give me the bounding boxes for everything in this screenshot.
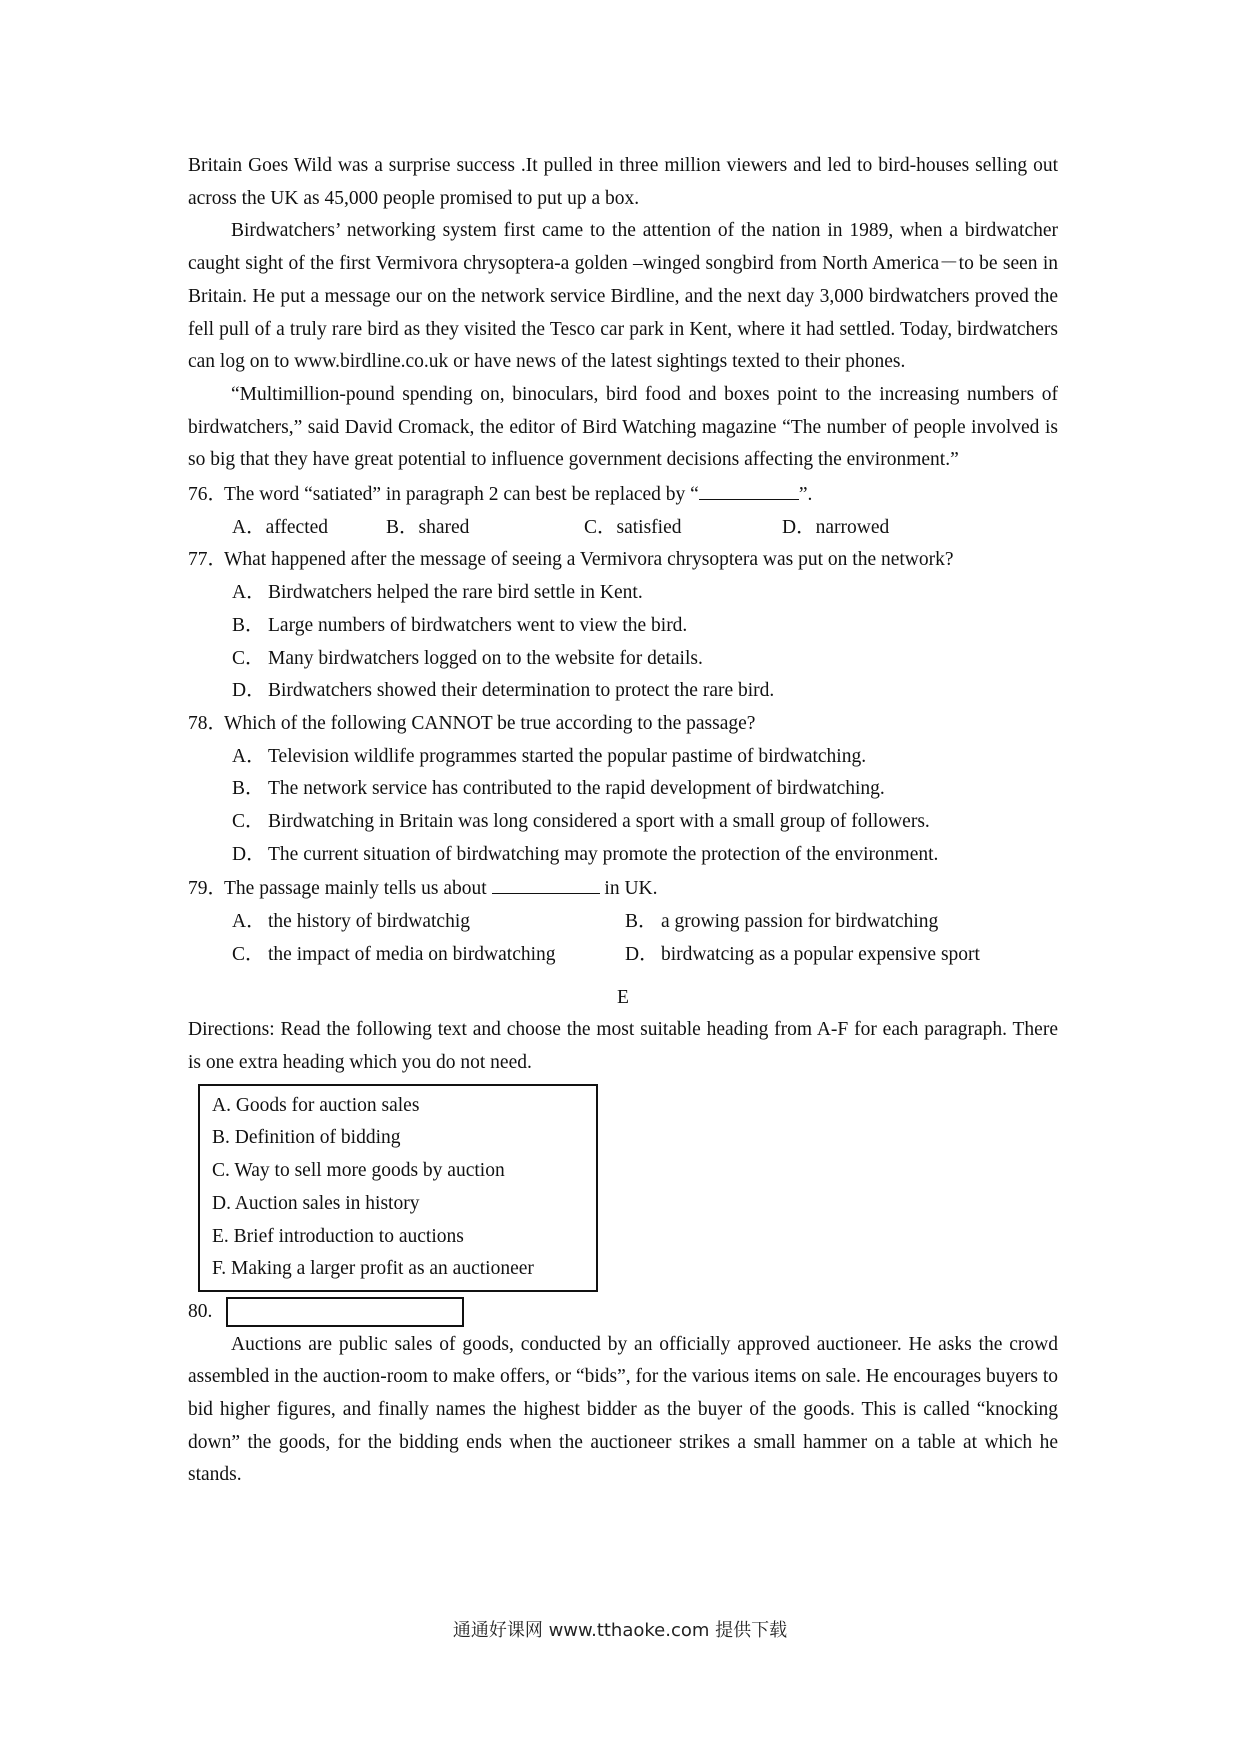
passage-paragraph-1: Britain Goes Wild was a surprise success .It pulled in three million viewers and led to bird-houses selling out across the UK as 45,000 people promised to put up a box. bbox=[188, 155, 1058, 209]
option-text: a growing passion for birdwatching bbox=[661, 911, 939, 933]
question-79-options-row-1 bbox=[188, 906, 1058, 939]
option-text: Television wildlife programmes started the popular pastime of birdwatching. bbox=[268, 745, 867, 767]
option-b[interactable] bbox=[188, 610, 1058, 643]
heading-option: F. Making a larger profit as an auctioneer bbox=[212, 1258, 534, 1280]
question-text-end: in UK. bbox=[604, 878, 658, 900]
question-80 bbox=[188, 1296, 1058, 1329]
option-letter: B． bbox=[625, 911, 658, 933]
option-letter: B． bbox=[232, 614, 265, 636]
option-letter: D． bbox=[625, 943, 659, 965]
option-d[interactable] bbox=[188, 675, 1058, 708]
question-79-options-row-2 bbox=[188, 939, 1058, 972]
question-text: Which of the following CANNOT be true according to the passage? bbox=[224, 712, 756, 734]
page-footer: 通通好课网 www.tthaoke.com 提供下载 bbox=[452, 1620, 788, 1641]
option-c[interactable] bbox=[188, 643, 1058, 676]
option-text: Large numbers of birdwatchers went to view the bird. bbox=[268, 614, 688, 636]
option-letter: A． bbox=[232, 745, 266, 767]
option-text: shared bbox=[418, 516, 470, 538]
question-number: 80. bbox=[188, 1300, 213, 1322]
question-number: 76． bbox=[188, 484, 228, 506]
option-letter: D． bbox=[232, 680, 266, 702]
document-page bbox=[188, 150, 1058, 1492]
option-text: birdwatcing as a popular expensive sport bbox=[661, 943, 980, 965]
question-number: 79． bbox=[188, 878, 228, 900]
question-76 bbox=[188, 477, 1058, 512]
option-d[interactable] bbox=[782, 512, 936, 545]
option-text: Birdwatchers helped the rare bird settle in Kent. bbox=[268, 582, 643, 604]
section-title: E bbox=[617, 986, 629, 1008]
heading-option: A. Goods for auction sales bbox=[212, 1094, 420, 1116]
question-number: 77． bbox=[188, 549, 228, 571]
option-d[interactable] bbox=[625, 939, 980, 972]
answer-blank[interactable] bbox=[699, 477, 799, 500]
passage-paragraph-3: “Multimillion-pound spending on, binoculars, bird food and boxes point to the increasing numbers of birdwatchers,” said David Cromack, the editor of Bird Watching magazine “The number of people involved is so big that they have great potential to influence government decisions affecting the environment.” bbox=[188, 383, 1058, 471]
option-letter: A． bbox=[232, 582, 266, 604]
answer-blank[interactable] bbox=[492, 871, 600, 894]
heading-option: B. Definition of bidding bbox=[212, 1127, 401, 1149]
question-text: The word “satiated” in paragraph 2 can best be replaced by “ bbox=[224, 484, 699, 506]
option-text: affected bbox=[265, 516, 329, 538]
option-text: the history of birdwatchig bbox=[268, 911, 470, 933]
option-letter: A． bbox=[232, 516, 266, 538]
option-text: Birdwatchers showed their determination to protect the rare bird. bbox=[268, 680, 775, 702]
option-text: Birdwatching in Britain was long considered a sport with a small group of followers. bbox=[268, 811, 930, 833]
option-text: narrowed bbox=[815, 516, 890, 538]
question-text: The passage mainly tells us about bbox=[224, 878, 487, 900]
answer-box[interactable] bbox=[226, 1297, 464, 1327]
option-text: satisfied bbox=[616, 516, 682, 538]
question-79 bbox=[188, 871, 1058, 906]
option-c[interactable] bbox=[584, 512, 782, 545]
option-a[interactable] bbox=[188, 512, 386, 545]
question-80-paragraph: Auctions are public sales of goods, conducted by an officially approved auctioneer. He asks the crowd assembled in the auction-room to make offers, or “bids”, for the various items on sale. He encourages buyers to bid higher figures, and finally names the highest bidder as the buyer of the goods. This is called “knocking down” the goods, for the bidding ends when the auctioneer strikes a small hammer on a table at which he stands. bbox=[188, 1333, 1058, 1486]
option-a[interactable] bbox=[188, 741, 1058, 774]
question-text: What happened after the message of seeing a Vermivora chrysoptera was put on the network? bbox=[224, 549, 954, 571]
option-a[interactable] bbox=[188, 906, 625, 939]
passage-paragraph-2: Birdwatchers’ networking system first came to the attention of the nation in 1989, when a birdwatcher caught sight of the first Vermivora chrysoptera-a golden –winged songbird from North America－to be seen in Britain. He put a message our on the network service Birdline, and the next day 3,000 birdwatchers proved the fell pull of a truly rare bird as they visited the Tesco car park in Kent, where it had settled. Today, birdwatchers can log on to www.birdline.co.uk or have news of the latest sightings texted to their phones. bbox=[188, 220, 1058, 373]
option-letter: D． bbox=[232, 843, 266, 865]
heading-option: E. Brief introduction to auctions bbox=[212, 1225, 464, 1247]
heading-option: D. Auction sales in history bbox=[212, 1192, 420, 1214]
option-b[interactable] bbox=[625, 906, 938, 939]
option-text: the impact of media on birdwatching bbox=[268, 943, 556, 965]
option-letter: C． bbox=[232, 647, 265, 669]
question-76-options bbox=[188, 512, 1058, 545]
heading-options-box bbox=[198, 1084, 598, 1292]
option-letter: D． bbox=[782, 516, 816, 538]
option-d[interactable] bbox=[188, 839, 1058, 872]
question-77 bbox=[188, 544, 1058, 577]
option-letter: B． bbox=[232, 778, 265, 800]
question-number: 78． bbox=[188, 712, 228, 734]
option-letter: C． bbox=[584, 516, 617, 538]
option-text: The network service has contributed to the rapid development of birdwatching. bbox=[268, 778, 885, 800]
option-c[interactable] bbox=[188, 939, 625, 972]
option-b[interactable] bbox=[386, 512, 584, 545]
question-text-end: ”. bbox=[798, 484, 813, 506]
section-directions: Directions: Read the following text and choose the most suitable heading from A-F for each paragraph. There is one extra heading which you do not need. bbox=[188, 1019, 1058, 1073]
option-letter: A． bbox=[232, 911, 266, 933]
option-a[interactable] bbox=[188, 577, 1058, 610]
option-text: Many birdwatchers logged on to the website for details. bbox=[268, 647, 703, 669]
option-letter: C． bbox=[232, 811, 265, 833]
question-78 bbox=[188, 708, 1058, 741]
option-b[interactable] bbox=[188, 773, 1058, 806]
option-letter: B． bbox=[386, 516, 419, 538]
option-letter: C． bbox=[232, 943, 265, 965]
option-text: The current situation of birdwatching may promote the protection of the environment. bbox=[268, 843, 939, 865]
option-c[interactable] bbox=[188, 806, 1058, 839]
heading-option: C. Way to sell more goods by auction bbox=[212, 1160, 505, 1182]
